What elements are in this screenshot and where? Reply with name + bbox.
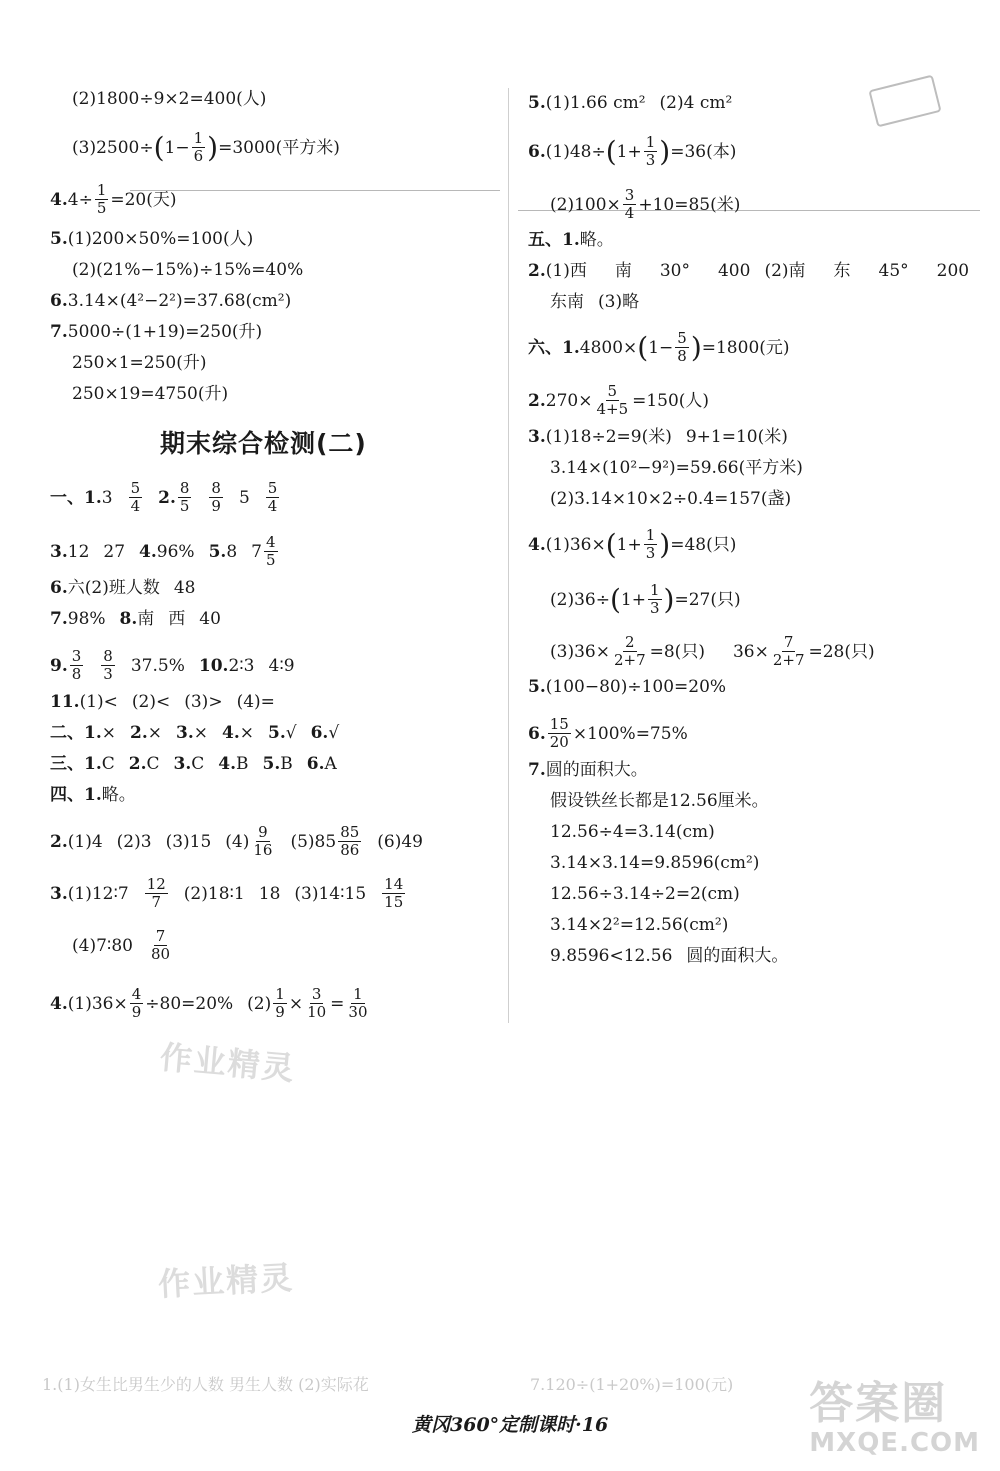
section-title: 期末综合检测(二) (160, 429, 367, 458)
answer-line: 6. 六(2)班人数 48 (50, 578, 196, 598)
stamp-icon (868, 75, 941, 128)
answer-line: 6. 3.14×(4²−2²)=37.68(cm²) (50, 291, 292, 311)
ghost-text: 作业精灵 (158, 1038, 298, 1088)
answer-line: 一、1. 3 $\frac{5}{4}$ 2. $\frac{8}{5}$ $\frac{8}{9}$ 5 $\frac{5}{4}$ (50, 479, 278, 515)
answer-line: (2)100× $\frac{3}{4}$ +10=85(米) (550, 186, 741, 222)
watermark-small: MXQE.COM (809, 1428, 980, 1458)
answer-line: (3)36× $\frac{2}{2+7}$ =8(只) 36× $\frac{7}{2+7}$ =28(只) (550, 633, 875, 669)
answer-line: 3. 12 27 4. 96% 5. 8 7 $\frac{4}{5}$ (50, 533, 276, 569)
page-footer: 黄冈360°定制课时·16 (412, 1414, 609, 1436)
answer-line: 9. $\frac{3}{8}$ $\frac{8}{3}$ 37.5% 10. 2∶3 4∶9 (50, 647, 295, 683)
ghost-text: 作业精灵 (157, 1258, 296, 1304)
answer-line: 4. 4÷ $\frac{1}{5}$ =20(天) (50, 181, 177, 217)
answer-line: 东南 (3)略 (550, 292, 640, 312)
answer-line: 5. (1)200×50%=100(人) (50, 229, 254, 249)
answer-line: 7. 5000÷(1+19)=250(升) (50, 322, 263, 342)
answer-line: 四、1. 略。 (50, 785, 136, 805)
answer-line: 五、1. 略。 (528, 230, 614, 250)
watermark-big: 答案圈 (809, 1378, 948, 1429)
answer-line: 6. (1)48÷ ( 1+ $\frac{1}{3}$ ) =36(本) (528, 133, 737, 169)
answer-line: (2)1800÷9×2=400(人) (72, 89, 267, 109)
answer-line: 3. (1)12∶7 $\frac{12}{7}$ (2)18∶1 18 (3)14∶15 $\frac{14}{15}$ (50, 875, 404, 911)
answer-line: 9.8596<12.56 圆的面积大。 (550, 946, 789, 966)
watermark-logo (809, 1380, 980, 1458)
answer-line: (4)7∶80 $\frac{7}{80}$ (72, 927, 171, 963)
answer-line: 7. 98% 8. 南 西 40 (50, 609, 221, 629)
answer-line: 六、1. 4800× ( 1− $\frac{5}{8}$ ) =1800(元) (528, 329, 790, 365)
answer-line: (2)(21%−15%)÷15%=40% (72, 260, 304, 280)
answer-line: 5. (100−80)÷100=20% (528, 677, 727, 697)
answer-line: 2. 270× $\frac{5}{4+5}$ =150(人) (528, 382, 710, 418)
answer-line: 3. (1)18÷2=9(米) 9+1=10(米) (528, 427, 788, 447)
answer-line: (3)2500÷ ( 1− $\frac{1}{6}$ ) =3000(平方米) (72, 129, 340, 165)
answer-line: 二、1. × 2. × 3. × 4. × 5. √ 6. √ (50, 723, 340, 743)
answer-line: 3.14×3.14=9.8596(cm²) (550, 853, 760, 873)
answer-line: 4. (1)36× ( 1+ $\frac{1}{3}$ ) =48(只) (528, 526, 737, 562)
answer-line: 6. $\frac{15}{20}$ ×100%=75% (528, 715, 688, 751)
faded-line: 7.120÷(1+20%)=100(元) (530, 1375, 734, 1394)
answer-line: (2)36÷ ( 1+ $\frac{1}{3}$ ) =27(只) (550, 581, 741, 617)
answer-line: 假设铁丝长都是12.56厘米。 (550, 791, 769, 811)
answer-line: 12.56÷3.14÷2=2(cm) (550, 884, 740, 904)
answer-line: 2. (1)西 南 30° 400 (2)南 东 45° 200 (528, 261, 970, 281)
answer-line: (2)3.14×10×2÷0.4=157(盏) (550, 489, 792, 509)
answer-line: 11. (1)< (2)< (3)> (4)= (50, 692, 275, 712)
left-header-rule (130, 190, 500, 191)
answer-line: 3.14×2²=12.56(cm²) (550, 915, 729, 935)
answer-line: 2. (1)4 (2)3 (3)15 (4) $\frac{9}{16}$ (5)85 $\frac{85}{86}$ (6)49 (50, 823, 423, 859)
answer-line: 250×1=250(升) (72, 353, 207, 373)
answer-line: 7. 圆的面积大。 (528, 760, 648, 780)
column-divider (508, 88, 509, 1023)
answer-line: 三、1. C 2. C 3. C 4. B 5. B 6. A (50, 754, 337, 774)
faded-line: 1.(1)女生比男生少的人数 男生人数 (2)实际花 (42, 1375, 369, 1394)
answer-line: 12.56÷4=3.14(cm) (550, 822, 715, 842)
answer-line: 250×19=4750(升) (72, 384, 229, 404)
answer-line: 5. (1)1.66 cm² (2)4 cm² (528, 93, 733, 113)
answer-line: 4. (1)36× $\frac{4}{9}$ ÷80=20% (2) $\frac{1}{9}$ × $\frac{3}{10}$ = $\frac{1}{30}$ (50, 985, 368, 1021)
answer-line: 3.14×(10²−9²)=59.66(平方米) (550, 458, 803, 478)
